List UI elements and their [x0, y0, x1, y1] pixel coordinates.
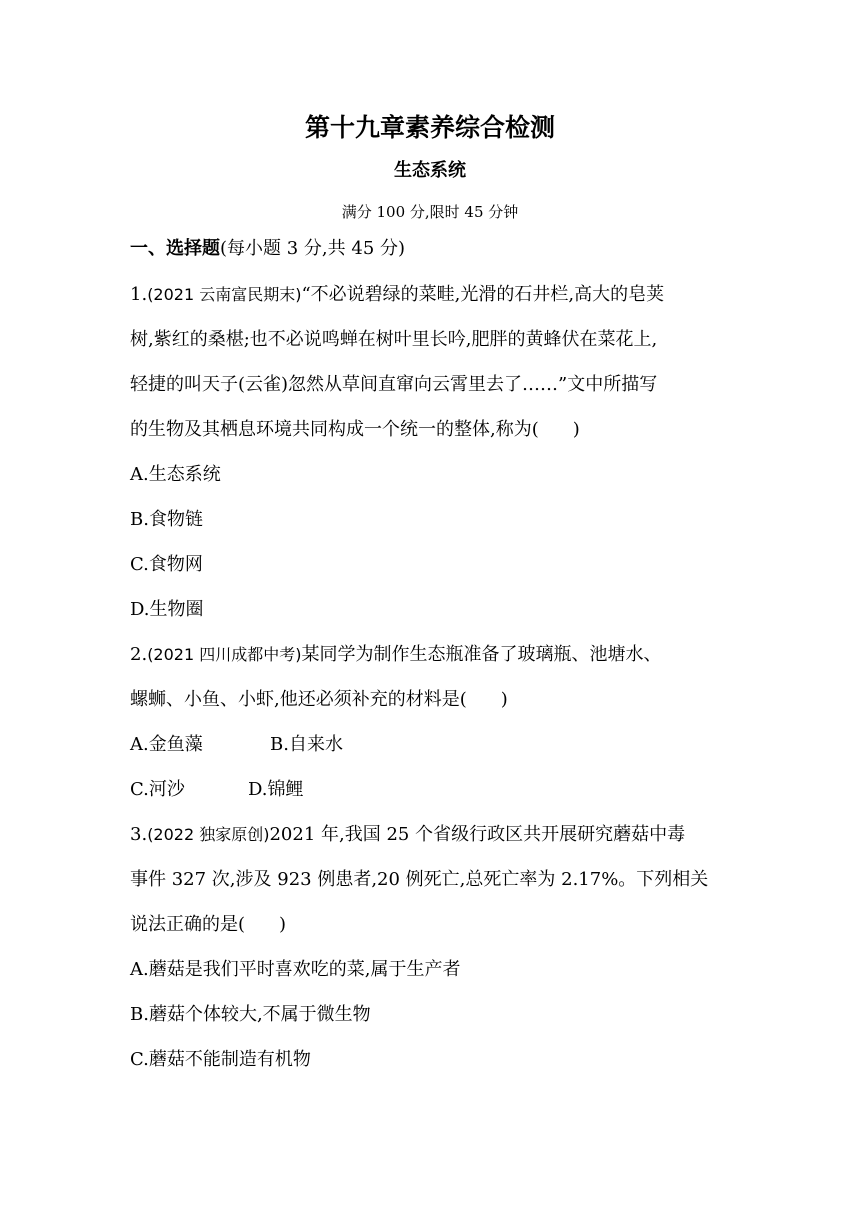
question-2-line-1 [130, 638, 730, 672]
answer-close: ) [500, 689, 508, 710]
question-source: (2021 云南富民期末) [147, 285, 302, 304]
question-1-line-1 [130, 278, 730, 312]
question-2-option-a: A.金鱼藻 [130, 734, 203, 755]
question-1-option-d: D.生物圈 [130, 599, 204, 620]
question-2-options-row-2 [130, 773, 730, 807]
question-1-line-4 [130, 413, 730, 447]
question-3-line-2: 事件 327 次,涉及 923 例患者,20 例死亡,总死亡率为 2.17%。下列相关 [130, 869, 709, 890]
section-heading [130, 232, 730, 266]
question-2-options-row-1 [130, 728, 730, 762]
question-3-option-a: A.蘑菇是我们平时喜欢吃的菜,属于生产者 [130, 959, 461, 980]
question-2-option-b: B.自来水 [270, 734, 343, 755]
answer-close: ) [279, 914, 287, 935]
question-text: 某同学为制作生态瓶准备了玻璃瓶、池塘水、 [301, 644, 662, 665]
question-number: 1. [130, 284, 148, 305]
question-1-line-2: 树,紫红的桑椹;也不必说鸣蝉在树叶里长吟,肥胖的黄蜂伏在菜花上, [130, 329, 658, 350]
question-3-line-1 [130, 818, 730, 852]
exam-meta: 满分 100 分,限时 45 分钟 [341, 203, 519, 221]
question-text: 螺蛳、小鱼、小虾,他还必须补充的材料是( [130, 689, 467, 710]
question-2-line-2 [130, 683, 730, 717]
question-2-option-c: C.河沙 [130, 779, 185, 800]
question-source: (2022 独家原创) [147, 825, 270, 844]
question-text: “不必说碧绿的菜畦,光滑的石井栏,高大的皂荚 [301, 284, 665, 305]
question-text: 2021 年,我国 25 个省级行政区共开展研究蘑菇中毒 [269, 824, 686, 845]
question-1-line-3: 轻捷的叫天子(云雀)忽然从草间直窜向云霄里去了……”文中所描写 [130, 374, 658, 395]
question-number: 3. [130, 824, 148, 845]
section-note: (每小题 3 分,共 45 分) [220, 238, 406, 259]
question-number: 2. [130, 644, 148, 665]
question-text: 的生物及其栖息环境共同构成一个统一的整体,称为( [130, 419, 539, 440]
question-2-option-d: D.锦鲤 [248, 779, 304, 800]
question-3-line-3 [130, 908, 730, 942]
question-text: 说法正确的是( [130, 914, 246, 935]
question-source: (2021 四川成都中考) [147, 645, 302, 664]
question-1-option-a: A.生态系统 [130, 464, 221, 485]
section-title: 一、选择题 [130, 238, 220, 259]
question-1-option-c: C.食物网 [130, 554, 203, 575]
page-subtitle: 生态系统 [394, 160, 466, 181]
question-1-option-b: B.食物链 [130, 509, 203, 530]
question-3-option-c: C.蘑菇不能制造有机物 [130, 1049, 311, 1070]
page-title: 第十九章素养综合检测 [304, 113, 555, 142]
question-3-option-b: B.蘑菇个体较大,不属于微生物 [130, 1004, 371, 1025]
answer-close: ) [572, 419, 580, 440]
